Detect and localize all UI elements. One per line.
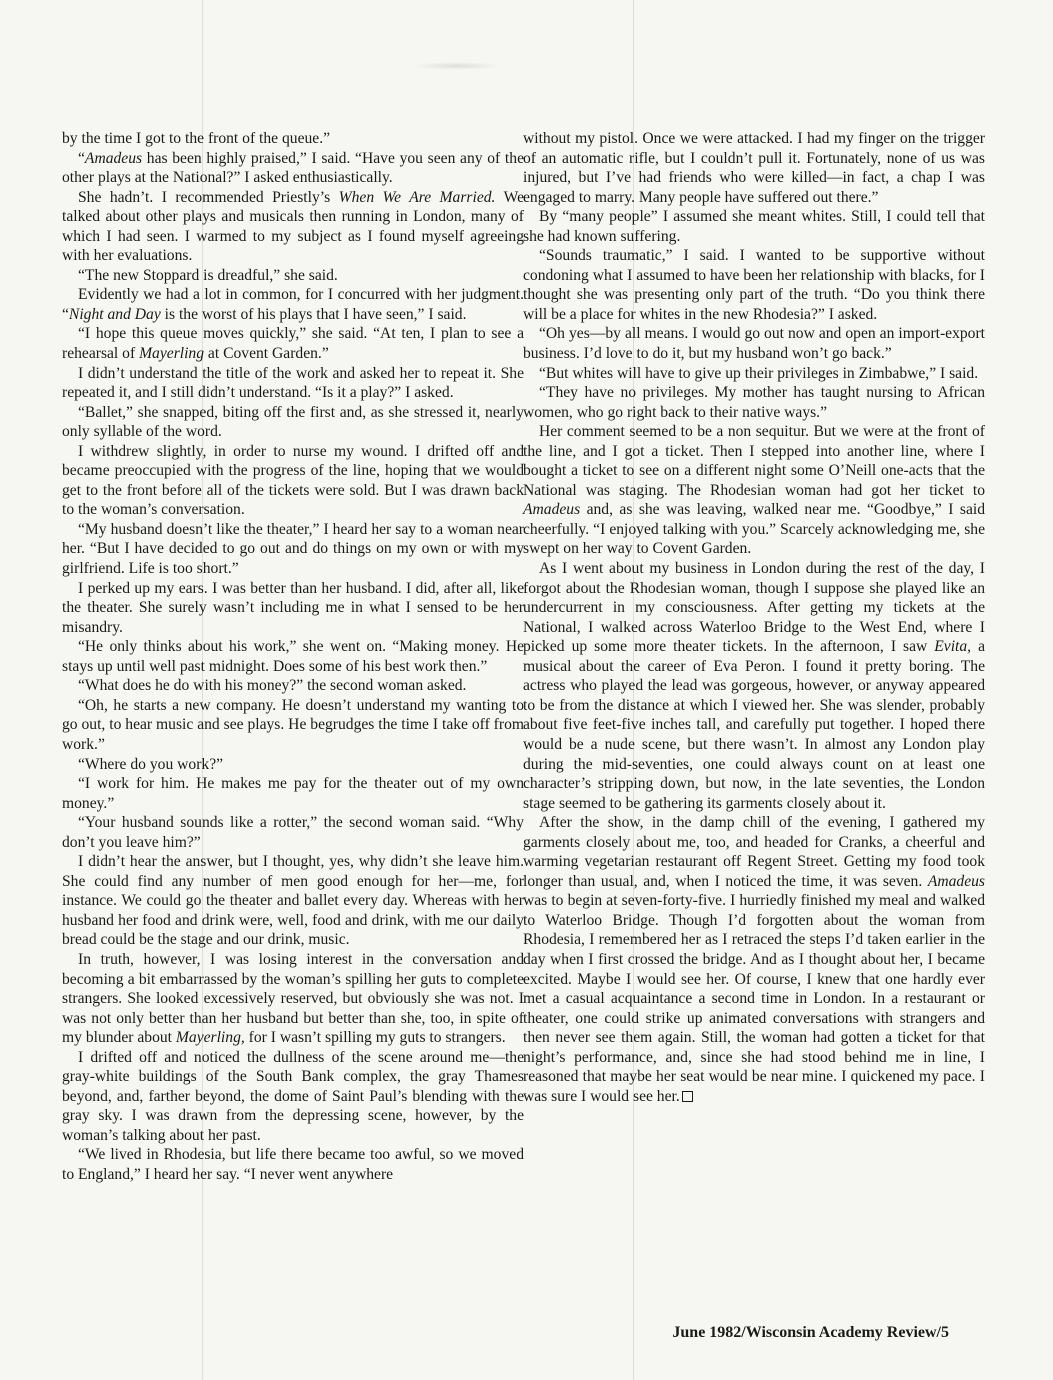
text-run: “Ballet,” she snapped, biting off the first and, as she stressed it, nearly only syllable of the word. bbox=[62, 403, 524, 441]
text-run: without my pistol. Once we were attacked. I had my finger on the trigger of an automatic rifle, but I couldn’t pull it. Fortunately, none of us was injured, but I’ve had friends who were killed—in fact, a chap I was engaged to marry. Many people have suffered out there.” bbox=[523, 130, 985, 206]
paragraph bbox=[62, 950, 524, 1048]
italic-title: Amadeus bbox=[523, 501, 581, 519]
text-run: “But whites will have to give up their privileges in Zimbabwe,” I said. bbox=[539, 364, 979, 382]
paragraph bbox=[523, 324, 985, 363]
paragraph bbox=[62, 442, 524, 520]
paragraph bbox=[523, 813, 985, 1106]
text-run: “They have no privileges. My mother has taught nursing to African women, who go right back to their native ways.” bbox=[523, 384, 985, 421]
paragraph bbox=[62, 403, 524, 442]
text-run: “My husband doesn’t like the theater,” I heard her say to a woman near her. “But I have decided to go out and do things on my own or with my girlfriend. Life is too short.” bbox=[62, 520, 524, 578]
text-run: was to begin at seven-forty-five. I hurriedly finished my meal and walked to Waterloo Bridge. Though I’d forgotten about the woman from Rhodesia, I remembered her as I retraced the steps I’d taken earlier in the day when I first crossed the bridge. And as I thought about her, I became excited. Maybe I would see her. Of course, I knew that one hardly ever met a casual acquaintance a second time in London. In a restaurant or theater, one could strike up animated conversations with strangers and then never see them again. Still, the woman had gotten a ticket for that night’s performance, and, since she had stood behind me in line, I reasoned that maybe her seat would be near mine. I quickened my pace. I was sure I would see her. bbox=[523, 892, 985, 1105]
paragraph bbox=[62, 1048, 524, 1146]
text-run: has been highly praised,” I said. “Have you seen any of the other plays at the National?” I asked enthusiastically. bbox=[62, 149, 524, 187]
paragraph bbox=[523, 422, 985, 559]
text-run: As I went about my business in London during the rest of the day, I forgot about the Rhodesian woman, though I suppose she played like an undercurrent in my consciousness. After getting my tickets at the National, I walked across Waterloo Bridge to the West End, where I picked up some more theater tickets. In the afternoon, I saw bbox=[523, 560, 985, 656]
paragraph bbox=[62, 149, 524, 188]
paragraph bbox=[62, 852, 524, 950]
text-run: I perked up my ears. I was better than her husband. I did, after all, like the theater. She surely wasn’t including me in what I sensed to be her misandry. bbox=[62, 579, 524, 636]
text-run: and, as she was leaving, walked near me. “Goodbye,” I said cheerfully. “I enjoyed talking with you.” Scarcely acknowledging me, she swept on her way to Covent Garden. bbox=[523, 501, 985, 558]
text-run: “Oh, he starts a new company. He doesn’t understand my wanting to go out, to hear music and see plays. He begrudges the time I take off from work.” bbox=[62, 696, 524, 753]
text-run: I didn’t hear the answer, but I thought, yes, why didn’t she leave him. She could find any number of men good enough for her—me, for instance. We could go the theater and ballet every day. Whereas with her husband her food and drink were, well, food and drink, with me our daily bread could be the stage and our drink, music. bbox=[62, 853, 524, 949]
paragraph bbox=[62, 637, 524, 676]
text-run: By “many people” I assumed she meant whites. Still, I could tell that she had known suffering. bbox=[523, 208, 985, 245]
italic-title: When We Are Married. bbox=[338, 188, 496, 206]
text-run: After the show, in the damp chill of the evening, I gathered my garments closely about me, too, and headed for Cranks, a cheerful and warming vegetarian restaurant off Regent Street. Getting my food took longer than usual, and, when I noticed the time, it was seven. bbox=[523, 814, 985, 890]
text-run: In truth, however, I was losing interest in the conversation and becoming a bit embarrassed by the woman’s spilling her guts to complete strangers. She looked excessively reserved, but obviously she was not. I was not only better than her husband but better than she, too, in spite of my blunder about bbox=[62, 950, 524, 1047]
paragraph bbox=[62, 324, 524, 363]
text-run: “ bbox=[78, 149, 85, 167]
text-run: Her comment seemed to be a non sequitur. But we were at the front of the line, and I got a ticket. Then I stepped into another line, where I bought a ticket to see on a different night some O’Neill one-acts that the National was staging. The Rhodesian woman had got her ticket to bbox=[523, 423, 985, 499]
paragraph bbox=[62, 813, 524, 852]
paragraph bbox=[523, 559, 985, 813]
text-run: “What does he do with his money?” the second woman asked. bbox=[78, 677, 467, 695]
text-run: I drifted off and noticed the dullness of the scene around me—the gray-white buildings of the South Bank complex, the gray Thames beyond, and, farther beyond, the dome of Saint Paul’s blending with the gray sky. I was drawn from the depressing scene, however, by the woman’s talking about her past. bbox=[62, 1048, 524, 1144]
text-run: is the worst of his plays that I have seen,” I said. bbox=[160, 305, 467, 323]
text-run: She hadn’t. I recommended Priestly’s bbox=[78, 188, 339, 206]
italic-title: Amadeus bbox=[927, 872, 985, 890]
paragraph bbox=[523, 207, 985, 246]
paragraph bbox=[62, 696, 524, 755]
text-run: We talked about other plays and musicals then running in London, many of which I had seen. I warmed to my subject as I found myself agreeing with her evaluations. bbox=[62, 188, 524, 265]
paragraph bbox=[62, 364, 524, 403]
text-run: Evidently we had a lot in common, for I concurred with her judgment. “ bbox=[62, 286, 524, 323]
text-run: “Where do you work?” bbox=[78, 755, 224, 773]
italic-title: Mayerling bbox=[139, 345, 205, 363]
text-run: “He only thinks about his work,” she went on. “Making money. He stays up until well past midnight. Does some of his best work then.” bbox=[62, 638, 524, 675]
left-text-column bbox=[62, 129, 524, 1185]
page-footer: June 1982/Wisconsin Academy Review/5 bbox=[672, 1324, 949, 1341]
paragraph bbox=[523, 129, 985, 207]
paragraph bbox=[62, 1145, 524, 1184]
italic-title: Night and Day bbox=[68, 305, 161, 323]
text-run: “I work for him. He makes me pay for the theater out of my own money.” bbox=[62, 775, 524, 812]
paragraph bbox=[62, 129, 524, 149]
text-run: “I hope this queue moves quickly,” she said. “At ten, I plan to see a rehearsal of bbox=[62, 325, 524, 363]
paper-smudge bbox=[412, 62, 502, 70]
paragraph bbox=[523, 364, 985, 384]
text-run: “Your husband sounds like a rotter,” the second woman said. “Why don’t you leave him?” bbox=[62, 814, 524, 851]
paragraph bbox=[62, 755, 524, 775]
italic-title: Amadeus bbox=[84, 149, 143, 167]
paragraph bbox=[62, 520, 524, 579]
italic-title: Evita, bbox=[934, 638, 972, 656]
paragraph bbox=[523, 383, 985, 422]
text-run: for I wasn’t spilling my guts to strangers. bbox=[244, 1029, 506, 1047]
text-run: “Oh yes—by all means. I would go out now and open an import-export business. I’d love to do it, but my husband won’t go back.” bbox=[523, 325, 985, 363]
paragraph bbox=[62, 579, 524, 638]
right-text-column bbox=[523, 129, 985, 1106]
paragraph bbox=[62, 266, 524, 286]
text-run: “Sounds traumatic,” I said. I wanted to be supportive without condoning what I assumed to have been her relationship with blacks, for I thought she was presenting only part of the truth. “Do you think there will be a place for whites in the new Rhodesia?” I asked. bbox=[523, 247, 985, 323]
text-run: by the time I got to the front of the queue.” bbox=[62, 130, 331, 147]
end-of-story-square-icon bbox=[682, 1091, 693, 1102]
italic-title: Mayerling, bbox=[175, 1029, 245, 1047]
text-run: a musical about the career of Eva Peron. I found it pretty boring. The actress who played the lead was gorgeous, however, or anyway appeared to be from the distance at which I viewed her. She was slender, probably about five feet-five inches tall, and carefully put together. I hoped there would be a nude scene, but there wasn’t. In almost any London play during the mid-seventies, one could always count on at least one character’s stripping down, but now, in the late seventies, the London stage seemed to be gathering its garments closely about it. bbox=[523, 638, 985, 812]
paragraph bbox=[62, 285, 524, 324]
paragraph bbox=[62, 188, 524, 266]
paragraph bbox=[523, 246, 985, 324]
text-run: “The new Stoppard is dreadful,” she said. bbox=[78, 266, 338, 284]
text-run: I withdrew slightly, in order to nurse my wound. I drifted off and became preoccupied with the progress of the line, hoping that we would get to the front before all of the tickets were sold. But I was drawn back to the woman’s conversation. bbox=[62, 442, 524, 519]
text-run: at Covent Garden.” bbox=[204, 345, 329, 363]
text-run: I didn’t understand the title of the work and asked her to repeat it. She repeated it, and I still didn’t understand. “Is it a play?” I asked. bbox=[62, 364, 524, 402]
text-run: “We lived in Rhodesia, but life there became too awful, so we moved to England,” I heard her say. “I never went anywhere bbox=[62, 1146, 524, 1183]
paragraph bbox=[62, 676, 524, 696]
paragraph bbox=[62, 774, 524, 813]
